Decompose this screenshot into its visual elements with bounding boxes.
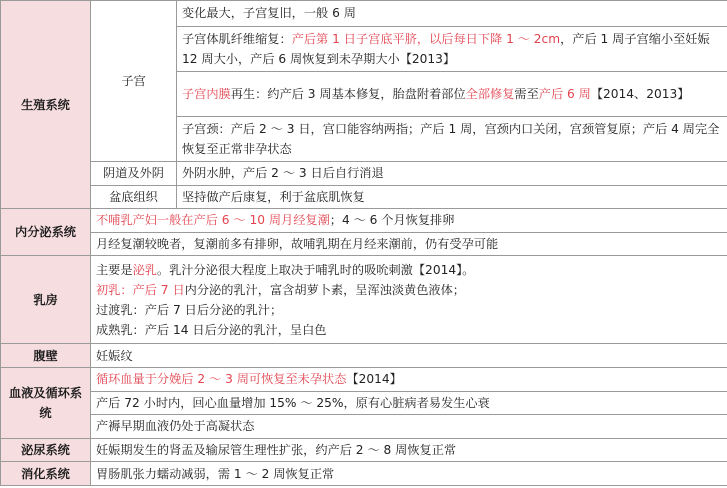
sub-pelvic: 盆底组织 (91, 185, 177, 209)
uterus-row-3 (177, 71, 727, 116)
system-breast: 乳房 (1, 256, 91, 344)
digestive-text: 胃肠肌张力蠕动减弱，需 1 ～ 2 周恢复正常 (91, 462, 727, 486)
breast-l2-b: 内分泌的乳汁，富含胡萝卜素，呈浑浊淡黄色液体； (184, 282, 465, 297)
breast-l1-a: 主要是 (96, 262, 133, 277)
table-row (1, 368, 727, 392)
breast-line-1 (96, 260, 722, 280)
uterus-r3-a: 子宫内膜 (182, 86, 231, 101)
pelvic-text: 坚持做产后康复，利于盆底肌恢复 (177, 185, 727, 209)
breast-l2-a: 初乳：产后 7 日 (96, 282, 185, 297)
system-digestive: 消化系统 (1, 462, 91, 486)
breast-line-3: 过渡乳：产后 7 日后分泌的乳汁； (96, 302, 283, 317)
endocrine-r1-b: ；4 ～ 6 个月恢复排卵 (329, 213, 455, 228)
table-row (1, 391, 727, 415)
breast-l1-c: 。乳汁分泌很大程度上取决于哺乳时的吸吮刺激【2014】。 (156, 262, 475, 277)
breast-l1-b: 泌乳 (132, 262, 157, 277)
blood-row-1 (91, 368, 727, 392)
blood-row-2: 产后 72 小时内，回心血量增加 15% ～ 25%，原有心脏病者易发生心衰 (91, 391, 727, 415)
uterus-row-2 (177, 26, 727, 71)
uterus-row-4: 子宫颈：产后 2 ～ 3 日，宫口能容纳两指；产后 1 周，宫颈内口关闭，宫颈管复原；产后 4 周完全恢复至正常非孕状态 (177, 116, 727, 161)
endocrine-row-2: 月经复潮较晚者，复潮前多有排卵，故哺乳期在月经来潮前，仍有受孕可能 (91, 232, 727, 256)
breast-line-4: 成熟乳：产后 14 日后分泌的乳汁，呈白色 (96, 322, 327, 337)
sub-vagina: 阴道及外阴 (91, 161, 177, 185)
breast-content (91, 256, 727, 344)
system-endocrine: 内分泌系统 (1, 209, 91, 256)
uterus-r2-a: 子宫体肌纤维缩复： (182, 31, 292, 46)
endocrine-row-1 (91, 209, 727, 233)
system-reproductive: 生殖系统 (1, 1, 91, 209)
uterus-r2-b: 产后第 1 日子宫底平脐，以后每日下降 1 ～ 2cm (291, 31, 561, 46)
table-row (1, 185, 727, 209)
blood-r1-a: 循环血量于分娩后 2 ～ 3 周可恢复至未孕状态 (96, 372, 347, 387)
table-row (1, 209, 727, 233)
breast-line-2 (96, 280, 722, 300)
endocrine-r1-a: 不哺乳产妇一般在产后 6 ～ 10 周月经复潮 (96, 213, 330, 228)
table-row (1, 1, 727, 27)
system-abdominal: 腹壁 (1, 344, 91, 368)
blood-r1-b: 【2014】 (346, 372, 402, 387)
system-blood: 血液及循环系统 (1, 368, 91, 439)
table-row (1, 438, 727, 462)
uterus-r3-d: 需至 (514, 86, 539, 101)
uterus-r3-b: 再生：约产后 3 周基本修复，胎盘附着部位 (230, 86, 466, 101)
blood-row-3: 产褥早期血液仍处于高凝状态 (91, 415, 727, 439)
uterus-r3-f: 【2014、2013】 (590, 86, 690, 101)
uterus-r3-e: 产后 6 周 (538, 86, 591, 101)
sub-uterus: 子宫 (91, 1, 177, 162)
urinary-text: 妊娠期发生的肾盂及输尿管生理性扩张，约产后 2 ～ 8 周恢复正常 (91, 438, 727, 462)
system-urinary: 泌尿系统 (1, 438, 91, 462)
abdominal-text: 妊娠纹 (91, 344, 727, 368)
table-row (1, 344, 727, 368)
uterus-row-1: 变化最大，子宫复旧，一般 6 周 (177, 1, 727, 27)
table-row (1, 415, 727, 439)
table-row (1, 256, 727, 344)
table-row (1, 232, 727, 256)
vagina-text: 外阴水肿，产后 2 ～ 3 日后自行消退 (177, 161, 727, 185)
table-row (1, 161, 727, 185)
table-row (1, 462, 727, 486)
uterus-r3-c: 全部修复 (465, 86, 515, 101)
uterus-r2-c: ，产后 1 周子宫缩小至妊娠 12 周大小，产后 6 周恢复到未孕期大小【2013】 (182, 31, 710, 66)
